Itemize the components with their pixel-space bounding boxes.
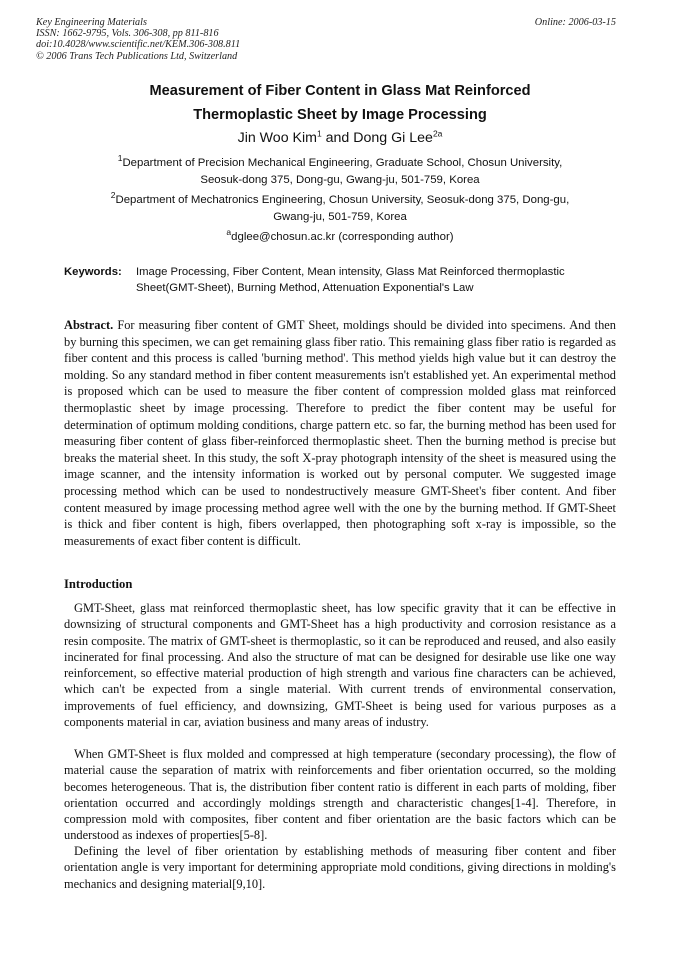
section-heading-introduction: Introduction: [64, 577, 133, 591]
affiliation-2: [70, 192, 610, 226]
abstract: [64, 317, 616, 549]
intro-paragraph-2: When GMT-Sheet is flux molded and compressed at high temperature (secondary processing), the flow of material cause the separation of matrix with reinforcements and fiber orientation occurred, so the molding becomes heterogeneous. That is, the distribution fiber content ratio is different in each parts of molding, fiber orientation occurred and accordingly moldings strength and characteristic changes[1-4]. Therefore, in compression mold with composites, fiber content and fiber orientation are the basic factors which can be understood as indexes of properties[5-8].: [64, 747, 616, 843]
author-list: [40, 130, 640, 146]
email-text: dglee@chosun.ac.kr (corresponding author): [231, 231, 454, 243]
affiliation-1-line-1: Department of Precision Mechanical Engineering, Graduate School, Chosun University,: [122, 157, 563, 169]
journal-name: Key Engineering Materials: [36, 17, 147, 28]
affiliation-1: [70, 155, 610, 189]
keywords-label: Keywords:: [64, 266, 122, 278]
email-sup: a: [226, 227, 232, 238]
affiliation-2-line-2: Gwang-ju, 501-759, Korea: [273, 211, 407, 223]
title-line-1: Measurement of Fiber Content in Glass Mat Reinforced: [149, 83, 531, 99]
abstract-text: For measuring fiber content of GMT Sheet, moldings should be divided into specimens. And then by burning this specimen, we can get remaining glass fiber ratio. This remaining glass fiber ratio is regarded as fiber content and this process is called 'burning method'. This method yields high value but it can destroy the molding. So any standard method in fiber content measurements isn't established yet. An experimental method is proposed which can be used to measure the fiber content of compression molded glass mat reinforced thermoplastic sheet by image processing. Therefore to predict the fiber content may be useful for determination of optimum molding conditions, charge pattern etc. so far, the burning method has been used for measuring fiber content of glass fiber-reinforced thermoplastic sheet. Then the burning method is precise but breaks the material sheet. In this study, the soft X-pray photograph intensity of the sheet is measured using the image scanner, and the intensity information is worked out by personal computer. We suggested image processing method which can be used to nondestructively measure GMT-Sheet's fiber content. And fiber content measured by image processing method agree well with the one by the burning method. If GMT-Sheet is thick and fiber content is high, fibers overlapped, then photographing soft x-ray is impossible, so the measurements of exact fiber content is difficult.: [64, 318, 616, 548]
title-line-2: Thermoplastic Sheet by Image Processing: [193, 107, 487, 123]
author-1-sup: 1: [316, 128, 322, 139]
affiliation-1-sup: 1: [117, 153, 123, 164]
affiliation-1-line-2: Seosuk-dong 375, Dong-gu, Gwang-ju, 501-759, Korea: [200, 174, 480, 186]
issn-line: ISSN: 1662-9795, Vols. 306-308, pp 811-816: [36, 28, 219, 40]
intro-paragraph-3: Defining the level of fiber orientation by establishing methods of measuring fiber content and fiber orientation angle is very important for determining appropriate mold conditions, giving directions in molding's mechanics and designing material[9,10].: [64, 844, 616, 891]
author-2: Dong Gi Lee: [353, 130, 433, 146]
affiliation-2-sup: 2: [110, 190, 116, 201]
online-date: Online: 2006-03-15: [534, 17, 616, 28]
corresponding-email: [70, 229, 610, 246]
author-conjunction: and: [321, 130, 354, 146]
copyright-line: © 2006 Trans Tech Publications Ltd, Switzerland: [36, 50, 238, 62]
affiliation-2-line-1: Department of Mechatronics Engineering, Chosun University, Seosuk-dong 375, Dong-gu,: [115, 194, 570, 206]
paper-title: [40, 79, 640, 127]
page-header: [36, 17, 616, 62]
keywords-block: [64, 264, 624, 296]
abstract-label: Abstract.: [64, 318, 114, 332]
author-1: Jin Woo Kim: [237, 130, 317, 146]
author-2-sup: 2a: [432, 128, 443, 139]
doi-line: doi:10.4028/www.scientific.net/KEM.306-308.811: [36, 39, 241, 51]
intro-paragraph-1: GMT-Sheet, glass mat reinforced thermoplastic sheet, has low specific gravity that it can be effective in downsizing of structural components and GMT-Sheet has a high productivity and corrosion resistance as a resin composite. The matrix of GMT-sheet is thermoplastic, so it can be reproduced and reused, and also easily incinerated for final processing. And also the structure of mat can be designed for desirable use like one way reinforcement, so effective material production of high strength and various fine characters can be achieved, which can't be expected from a single material. With current trends of environmental conservation, improvements of fuel efficiency, and downsizing, GMT-Sheet is being used for various purposes as a components material in car, aviation business and many areas of industry.: [64, 601, 616, 730]
keywords-text: Image Processing, Fiber Content, Mean intensity, Glass Mat Reinforced thermoplastic Sheet(GMT-Sheet), Burning Method, Attenuation Exponential's Law: [136, 266, 565, 294]
